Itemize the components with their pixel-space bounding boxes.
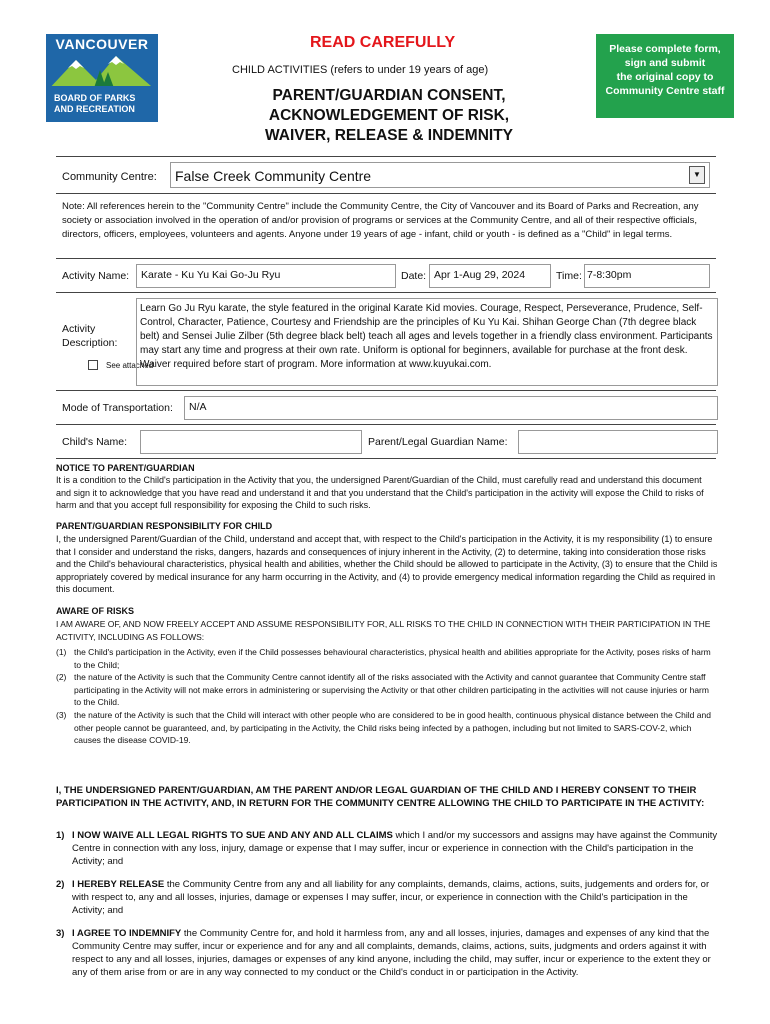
list-item — [56, 709, 718, 747]
form-title — [254, 86, 524, 146]
transportation-field[interactable] — [184, 396, 718, 420]
definitions-note: Note: All references herein to the "Community Centre" include the Community Centre, the City of Vancouver and its Board of Parks and Recreation, any society or association involved in the operation of and/or provision of programs or services at the Community Centre, and all of their respective officials, directors, officers, employees, volunteers and agents. Anyone under 19 years of age - infant, child or youth - is defined as a "Child" in legal terms. — [62, 201, 699, 240]
list-item — [56, 646, 718, 671]
divider — [56, 458, 716, 459]
list-item — [56, 671, 718, 709]
logo-line-board: BOARD OF PARKS — [54, 93, 136, 103]
chevron-down-icon[interactable]: ▼ — [689, 166, 705, 184]
time-field[interactable] — [584, 264, 710, 288]
divider — [56, 424, 716, 425]
guardian-name-label: Parent/Legal Guardian Name: — [368, 436, 508, 448]
instructions-line-4: Community Centre staff — [605, 85, 725, 97]
date-field[interactable] — [429, 264, 551, 288]
consent-item-body — [70, 878, 718, 917]
activity-description-label — [62, 322, 117, 350]
divider — [56, 292, 716, 293]
activity-description-label-line-2: Description: — [62, 337, 118, 349]
activity-description-value: Learn Go Ju Ryu karate, the style featured in the original Karate Kid movies. Courage, Respect, Perseverance, Prudence, Self-Control, Character, Patience, Courtesy and Friendship are the principles of Ku Yu Kai. Shihan George Chan (7th degree black belt) and Sensei Julie Zilber (5th degree black belt) teach all ages and levels together in a friendly class environment. Participants may start any time and progress at their own rate. Uniform is optional for beginners, available for purchase at the front desk. Waiver required before start of program. More information at www.kuyukai.com. — [140, 303, 713, 370]
aware-item-text: the nature of the Activity is such that the Child will interact with other people who are considered to be in good health, continuous physical distance between the Child and other people cannot be guaranteed, and, by participating in the Activity, the Child risks being infected by a pathogen, including but not limited to SARS-COV-2, which causes the disease COVID-19. — [74, 709, 711, 746]
consent-item-text: which I and/or my successors and assigns may have against the Community Centre in connection with any loss, injury, damage or expense that I may suffer, incur or experience in connection with the Child's participation in the Activity; and — [72, 830, 718, 867]
child-name-label: Child's Name: — [62, 436, 128, 448]
logo-board-text — [54, 93, 135, 115]
aware-intro: I AM AWARE OF, AND NOW FREELY ACCEPT AND ASSUME RESPONSIBILITY FOR, ALL RISKS TO THE CHILD IN CONNECTION WITH THEIR PARTICIPATION IN THE ACTIVITY, INCLUDING AS FOLLOWS: — [56, 619, 711, 642]
list-item — [56, 927, 718, 979]
activity-name-field[interactable] — [136, 264, 396, 288]
instructions-line-3: the original copy to — [616, 71, 714, 83]
divider — [56, 258, 716, 259]
guardian-name-input[interactable] — [518, 430, 718, 454]
mountain-tree-icon — [46, 52, 158, 92]
read-carefully-heading: READ CAREFULLY — [310, 34, 456, 51]
aware-item-number: (2) — [56, 672, 67, 683]
list-item — [56, 829, 718, 868]
instructions-box — [596, 34, 734, 118]
see-attached-label: See attached — [106, 361, 154, 370]
aware-item-text: the Child's participation in the Activity, even if the Child possesses behavioural characteristics, physical health and abilities appropriate for the Activity, poses risks of harm to the Child; — [74, 647, 711, 670]
consent-item-number: 3) — [56, 928, 65, 939]
title-line-3: WAIVER, RELEASE & INDEMNITY — [264, 127, 514, 144]
time-value: 7-8:30pm — [587, 269, 632, 281]
divider — [56, 390, 716, 391]
activity-name-value: Karate - Ku Yu Kai Go-Ju Ryu — [141, 269, 281, 281]
date-label: Date: — [401, 270, 427, 282]
consent-item-body — [70, 927, 718, 979]
vancouver-parks-logo — [46, 34, 158, 122]
aware-item-text: the nature of the Activity is such that the Community Centre cannot identify all of the risks associated with the Activity and cannot guarantee that Community Centre staff participating in the Activity will not make errors in administering or supervising the Activity or that other children participating in the activities will not cause injuries or harm to the Child. — [74, 672, 709, 708]
aware-item-number: (1) — [56, 647, 67, 657]
responsibility-heading: PARENT/GUARDIAN RESPONSIBILITY FOR CHILD — [56, 521, 273, 531]
responsibility-text: I, the undersigned Parent/Guardian of the Child, understand and accept that, with respect to the Child's participation in the Activity, it is my responsibility (1) to ensure that I consider and understand the risks, dangers, hazards and consequences of injury inherent in the Activity, (2) to determine, taking into consideration those risks and the Child's behavioural characteristics, physical health and abilities, whether the Child should be allowed to participate in the Activity, (3) to ensure that the Child is appropriately covered by medical insurance for any harm occurring in the Activity, and (4) to provide emergency medical information regarding the Child as required in this document. — [56, 534, 718, 595]
notice-heading: NOTICE TO PARENT/GUARDIAN — [56, 463, 195, 473]
consent-item-number: 2) — [56, 879, 65, 890]
consent-item-text: the Community Centre from any and all liability for any complaints, demands, claims, actions, suits, judgements and orders for, or with respect to, any and all losses, injuries, damage or expenses I may suffer, incur, or experience in connection with the Child's participation in the Activity; and — [72, 879, 710, 916]
consent-item-text: the Community Centre for, and hold it harmless from, any and all losses, injuries, damages and expenses of any kind that the Community Centre may suffer, incur or experience and for any and all complaints, demands, claims, actions, suits, judgments and orders against it with respect to any and all losses, injuries, damages or expenses of any kind anyone, including the child, may suffer, incur or experience to the extent they or any of them arise from or are in any way connected to my conduct or the Child's conduct in or participation in the Activity. — [72, 928, 711, 978]
transportation-label: Mode of Transportation: — [62, 402, 173, 414]
activity-description-label-line-1: Activity — [62, 323, 96, 335]
divider — [56, 193, 716, 194]
transportation-value: N/A — [189, 401, 207, 413]
divider — [56, 156, 716, 157]
list-item — [56, 878, 718, 917]
time-label: Time: — [556, 270, 582, 282]
child-activities-subtitle: CHILD ACTIVITIES (refers to under 19 years of age) — [232, 64, 489, 76]
consent-item-lead: I AGREE TO INDEMNIFY — [72, 928, 182, 939]
aware-list — [56, 646, 718, 747]
consent-list — [56, 829, 718, 979]
logo-line-vancouver: VANCOUVER — [55, 36, 149, 52]
consent-item-body — [70, 829, 718, 868]
notice-text: It is a condition to the Child's participation in the Activity that you, the undersigned Parent/Guardian of the Child, must carefully read and understand this document and sign it to acknowledge that you have read and understand it and that you understand that the Child's participation in the activity will expose the Child to risks of harm and that you accept full responsibility for exposing the Child to such risks. — [56, 475, 704, 511]
title-line-1: PARENT/GUARDIAN CONSENT, — [272, 87, 506, 104]
aware-item-number: (3) — [56, 709, 67, 720]
instructions-line-2: sign and submit — [624, 57, 706, 69]
title-line-2: ACKNOWLEDGEMENT OF RISK, — [268, 107, 510, 124]
consent-item-lead: I NOW WAIVE ALL LEGAL RIGHTS TO SUE AND ANY AND ALL CLAIMS — [72, 830, 393, 841]
consent-item-lead: I HEREBY RELEASE — [72, 879, 165, 890]
child-name-input[interactable] — [140, 430, 362, 454]
consent-heading: I, THE UNDERSIGNED PARENT/GUARDIAN, AM THE PARENT AND/OR LEGAL GUARDIAN OF THE CHILD AND I HEREBY CONSENT TO THEIR PARTICIPATION IN THE ACTIVITY, AND, IN RETURN FOR THE COMMUNITY CENTRE ALLOWING THE CHILD TO PARTICIPATE IN THE ACTIVITY: — [56, 785, 705, 809]
community-centre-select[interactable] — [170, 162, 710, 188]
aware-heading: AWARE OF RISKS — [56, 606, 135, 616]
community-centre-label: Community Centre: — [62, 171, 157, 183]
activity-name-label: Activity Name: — [62, 270, 130, 282]
community-centre-value: False Creek Community Centre — [175, 168, 372, 184]
consent-item-number: 1) — [56, 830, 65, 841]
see-attached-checkbox[interactable] — [88, 360, 98, 370]
instructions-line-1: Please complete form, — [609, 43, 721, 55]
logo-line-recreation: AND RECREATION — [54, 104, 135, 114]
date-value: Apr 1-Aug 29, 2024 — [434, 269, 526, 281]
